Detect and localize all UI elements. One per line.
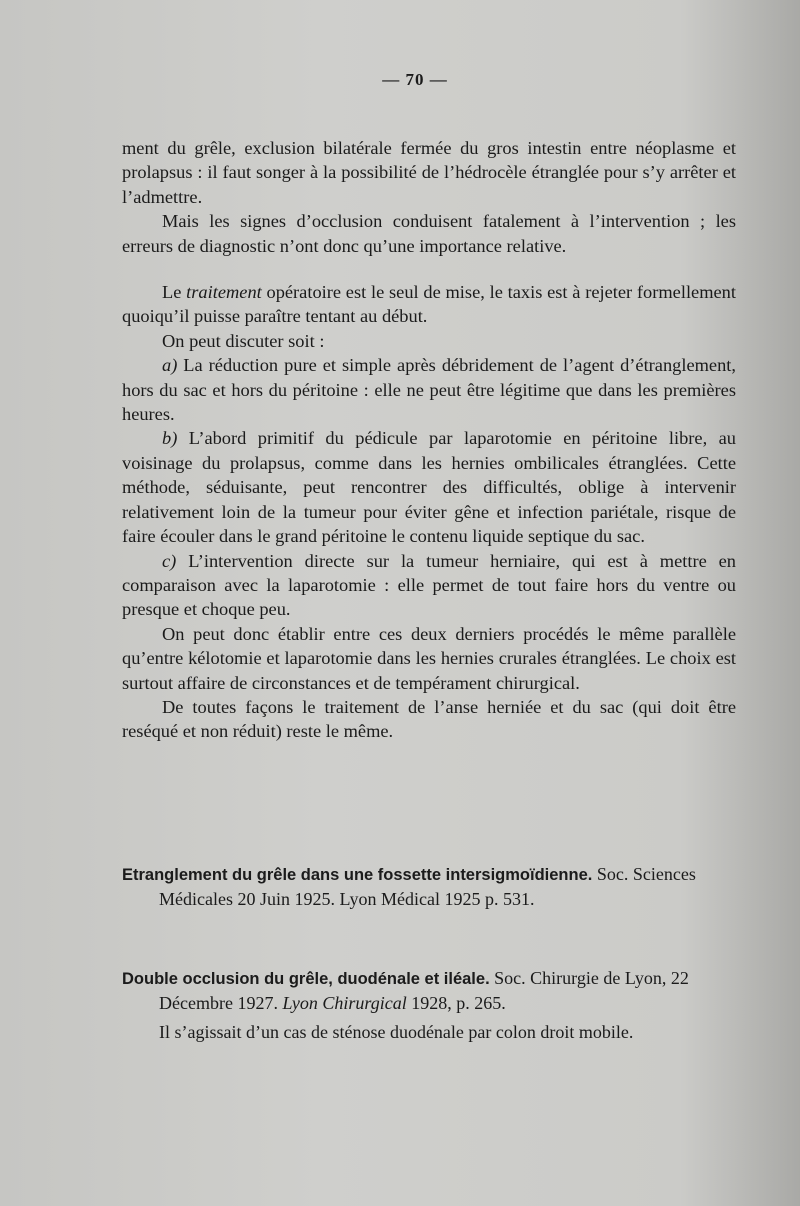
- paragraph-option-c: [122, 549, 736, 622]
- reference-2-citation: Soc. Chirurgie de Lyon, 22 Décembre 1927.: [159, 968, 689, 1013]
- paragraph-conclusion: De toutes façons le traitement de l’anse herniée et du sac (qui doit être reséqué et non réduit) reste le même.: [122, 696, 736, 742]
- option-b-label: b): [162, 428, 178, 449]
- option-c-label: c): [162, 550, 177, 571]
- treatment-italic-word: traitement: [186, 282, 262, 303]
- main-text: [122, 136, 736, 744]
- page-number: — 70 —: [382, 70, 448, 89]
- option-c-text: L’intervention directe sur la tumeur herniaire, qui est à mettre en comparaison avec la laparotomie : elle permet de tout faire hors du ventre ou presque et choque peu.: [122, 550, 736, 620]
- reference-2-note: Il s’agissait d’un cas de sténose duodénale par colon droit mobile.: [159, 1022, 634, 1042]
- reference-1-title: Etranglement du grêle dans une fossette intersigmoïdienne.: [122, 866, 593, 884]
- paragraph-occlusion: Mais les signes d’occlusion conduisent fatalement à l’intervention ; les erreurs de diagnostic n’ont donc qu’une importance relative.: [122, 211, 736, 256]
- reference-2-title: Double occlusion du grêle, duodénale et iléale.: [122, 970, 490, 988]
- paragraph-option-a: [122, 353, 736, 426]
- reference-2: [122, 966, 738, 1044]
- treatment-lead: Le: [162, 282, 187, 303]
- paragraph-continuation: ment du grêle, exclusion bilatérale fermée du gros intestin entre néoplasme et prolapsus : il faut songer à la possibilité de l’hédrocèle étranglée pour s’y arrêter et l’admettre.: [122, 138, 736, 207]
- paragraph-options-intro: On peut discuter soit :: [162, 330, 325, 351]
- paragraph-option-b: [122, 426, 736, 548]
- reference-2-entry: [122, 966, 738, 1015]
- paragraph-gap: [122, 258, 736, 280]
- reference-1: [122, 862, 738, 911]
- reference-1-citation: Soc. Sciences Médicales 20 Juin 1925. Lyon Médical 1925 p. 531.: [159, 864, 696, 909]
- option-a-text: La réduction pure et simple après débridement de l’agent d’étranglement, hors du sac et hors du péritoine : elle ne peut être légitime que dans les premières heures.: [122, 355, 736, 425]
- treatment-rest: opératoire est le seul de mise, le taxis est à rejeter formellement quoiqu’il puisse paraître tentant au début.: [122, 282, 736, 327]
- reference-1-entry: [122, 862, 738, 911]
- paragraph-comparison: On peut donc établir entre ces deux derniers procédés le même parallèle qu’entre kélotomie et laparotomie dans les hernies crurales étranglées. Le choix est surtout affaire de circonstances et de tempérament chirurgical.: [122, 623, 736, 693]
- reference-2-journal: Lyon Chirurgical: [282, 993, 407, 1013]
- reference-2-citation-end: 1928, p. 265.: [406, 993, 506, 1013]
- option-a-label: a): [162, 355, 178, 376]
- option-b-text: L’abord primitif du pédicule par laparotomie en péritoine libre, au voisinage du prolapsus, comme dans les hernies ombilicales étranglées. Cette méthode, séduisante, peut rencontrer des difficultés, oblige à intervenir relativement loin de la tumeur pour éviter gêne et infection pariétale, risque de faire écouler dans le grand péritoine le contenu liquide septique du sac.: [122, 428, 736, 547]
- paragraph-treatment: [122, 280, 736, 329]
